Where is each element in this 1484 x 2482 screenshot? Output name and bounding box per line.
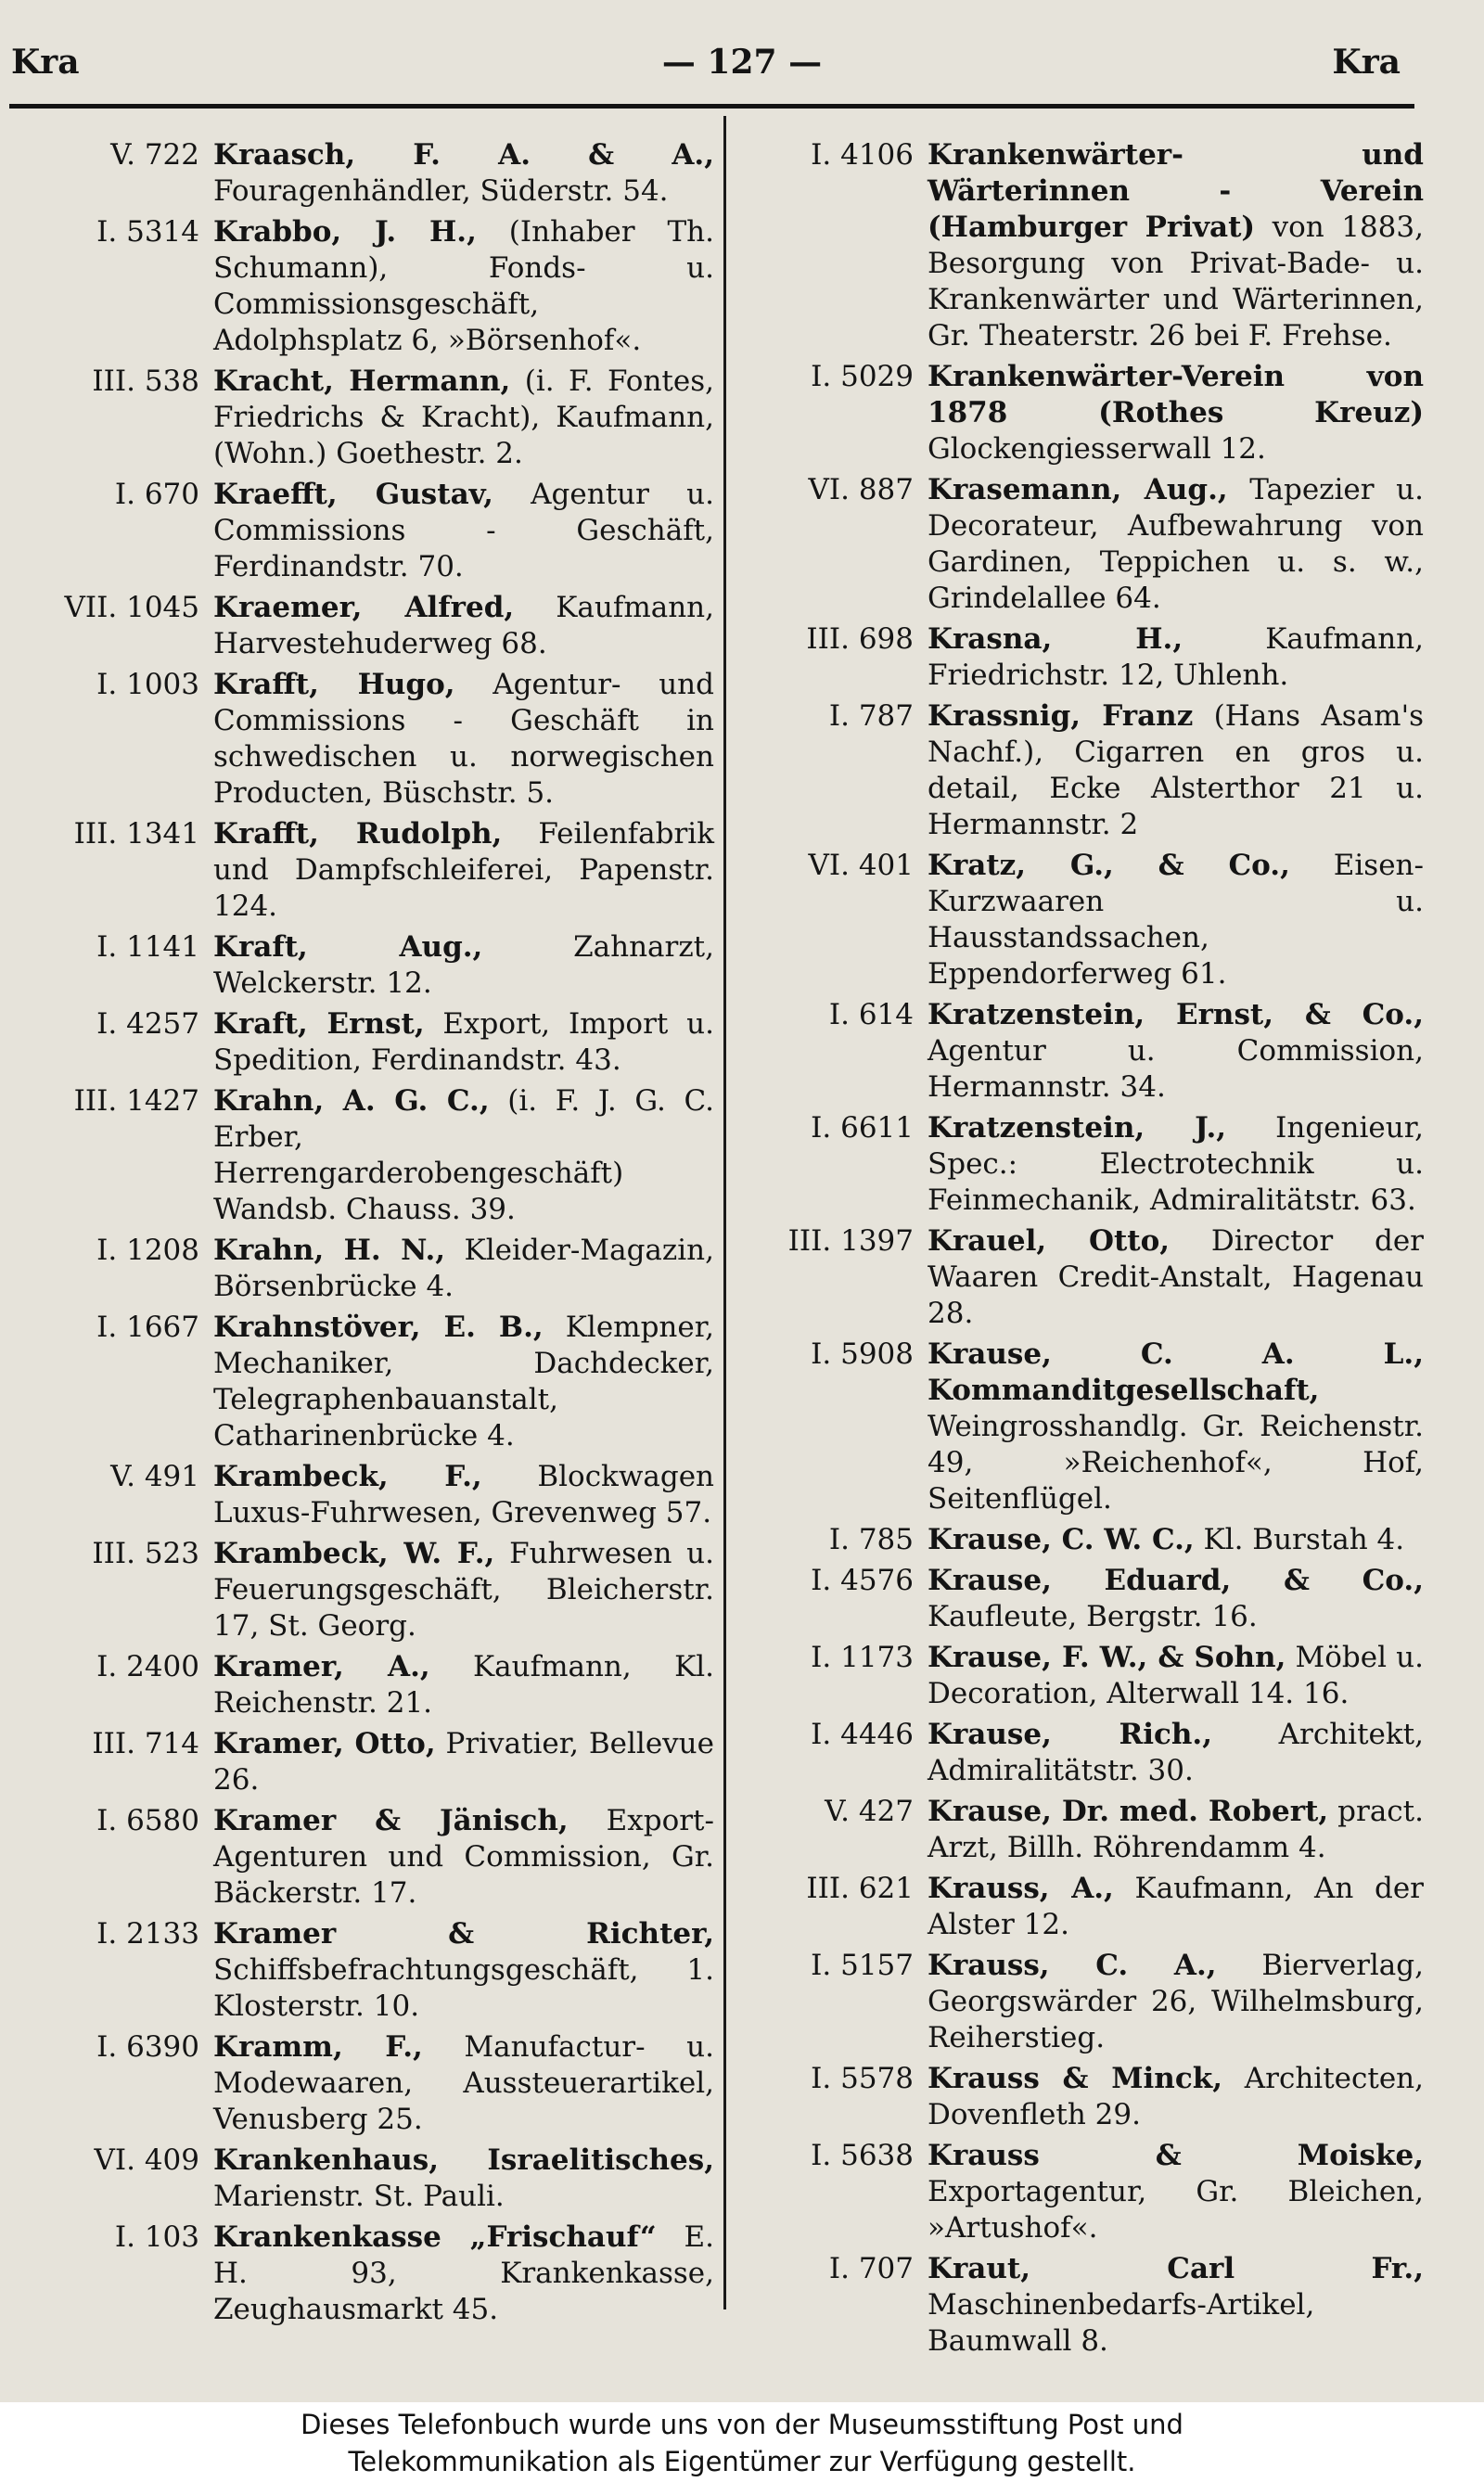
entry-name: Kraasch, F. A. & A., <box>213 138 714 172</box>
entry-details: Marienstr. St. Pauli. <box>213 2180 505 2213</box>
phone-number: I. 6580 <box>96 1804 199 1837</box>
phone-number: I. 5908 <box>811 1337 914 1371</box>
entry-text <box>213 1233 714 1305</box>
left-column <box>9 137 714 2333</box>
entry-text <box>928 1522 1424 1558</box>
directory-entry <box>9 816 714 925</box>
entry-details: Feilenfabrik und Dampfschleiferei, Papenstr. 124. <box>213 817 714 923</box>
entry-name: Kraut, Carl Fr., <box>928 2252 1424 2285</box>
phone-number: I. 614 <box>828 998 914 1031</box>
directory-entry <box>9 1649 714 1721</box>
phone-number: I. 4106 <box>811 138 914 172</box>
directory-entry <box>9 2220 714 2328</box>
phone-number: I. 1667 <box>96 1311 199 1344</box>
entry-details: Agentur- und Commissions - Geschäft in schwedischen u. norwegischen Producten, Büschstr. 5. <box>213 668 714 810</box>
phone-number: V. 722 <box>110 138 199 172</box>
entry-text <box>213 1083 714 1228</box>
entry-name: Krahn, A. G. C., <box>213 1084 490 1118</box>
entry-name: Kratz, G., & Co., <box>928 849 1290 882</box>
entry-name: Kraemer, Alfred, <box>213 591 515 624</box>
entry-name: Krankenhaus, Israelitisches, <box>213 2143 714 2177</box>
entry-text <box>213 1459 714 1531</box>
entry-text <box>213 590 714 662</box>
entry-text <box>928 1948 1424 2056</box>
footer-line: Telekommunikation als Eigentümer zur Verfügung gestellt. <box>348 2446 1136 2477</box>
entry-text <box>213 214 714 359</box>
entry-text <box>213 929 714 1002</box>
entry-details: Privatier, Bellevue 26. <box>213 1727 714 1797</box>
entry-text <box>213 1803 714 1912</box>
phone-number: I. 670 <box>114 478 199 511</box>
entry-details: E. H. 93, Krankenkasse, Zeughausmarkt 45. <box>213 2220 714 2326</box>
page-number: — 127 — <box>661 43 823 82</box>
entry-details: (i. F. J. G. C. Erber, Herrengarderobengeschäft) Wandsb. Chauss. 39. <box>213 1084 714 1226</box>
header-left-keyword: Kra <box>11 43 80 82</box>
entry-name: Krause, Dr. med. Robert, <box>928 1795 1329 1828</box>
directory-entry <box>733 698 1424 843</box>
phone-number: III. 621 <box>806 1872 914 1905</box>
directory-entry <box>9 214 714 359</box>
phone-number: III. 1397 <box>787 1224 914 1258</box>
entry-text <box>928 2251 1424 2360</box>
directory-entry <box>9 1803 714 1912</box>
entry-name: Kraft, Aug., <box>213 930 483 964</box>
directory-entry <box>9 1916 714 2025</box>
directory-entry <box>9 364 714 472</box>
entry-details: Director der Waaren Credit-Anstalt, Hagenau 28. <box>928 1224 1424 1330</box>
phone-number: III. 714 <box>92 1727 199 1760</box>
phone-number: I. 103 <box>114 2220 199 2254</box>
entry-details: Maschinenbedarfs-Artikel, Baumwall 8. <box>928 2288 1315 2358</box>
directory-entry <box>9 1459 714 1531</box>
entry-text <box>213 2220 714 2328</box>
directory-entry <box>733 997 1424 1106</box>
entry-text <box>928 698 1424 843</box>
directory-entry <box>9 1310 714 1454</box>
entry-name: Krasna, H., <box>928 622 1183 656</box>
header-rule <box>9 104 1414 109</box>
directory-entry <box>733 472 1424 617</box>
phone-number: I. 2400 <box>96 1650 199 1683</box>
entry-name: Krause, Eduard, & Co., <box>928 1564 1424 1597</box>
entry-details: Kaufmann, An der Alster 12. <box>928 1872 1424 1941</box>
entry-details: Fouragenhändler, Süderstr. 54. <box>213 174 669 208</box>
entry-name: Krambeck, F., <box>213 1460 482 1493</box>
phone-number: V. 427 <box>825 1795 914 1828</box>
entry-details: Eisen-Kurzwaaren u. Hausstandssachen, Eppendorferweg 61. <box>928 849 1424 991</box>
entry-text <box>928 1640 1424 1712</box>
entry-details: Manufactur- u. Modewaaren, Aussteuerartikel, Venusberg 25. <box>213 2030 714 2136</box>
phone-number: I. 5638 <box>811 2139 914 2172</box>
entry-text <box>928 1794 1424 1866</box>
entry-name: Kraefft, Gustav, <box>213 478 493 511</box>
entry-name: Krabbo, J. H., <box>213 215 477 249</box>
phone-number: I. 707 <box>828 2252 914 2285</box>
entry-details: Architekt, Admiralitätstr. 30. <box>928 1718 1424 1787</box>
entry-details: pract. Arzt, Billh. Röhrendamm 4. <box>928 1795 1424 1864</box>
entry-text <box>213 1006 714 1079</box>
entry-text <box>928 997 1424 1106</box>
phone-number: I. 5578 <box>811 2062 914 2095</box>
entry-text <box>928 848 1424 992</box>
entry-details: Architecten, Dovenfleth 29. <box>928 2062 1425 2131</box>
entry-details: Bierverlag, Georgswärder 26, Wilhelmsburg, Reiherstieg. <box>928 1949 1424 2054</box>
directory-entry <box>733 621 1424 694</box>
directory-entry <box>733 1640 1424 1712</box>
entry-text <box>928 1717 1424 1789</box>
entry-name: Krafft, Rudolph, <box>213 817 503 851</box>
phone-number: III. 1341 <box>73 817 199 851</box>
entry-details: Export-Agenturen und Commission, Gr. Bäckerstr. 17. <box>213 1804 714 1910</box>
entry-name: Krause, Rich., <box>928 1718 1212 1751</box>
directory-entry <box>733 1223 1424 1332</box>
directory-entry <box>733 1110 1424 1219</box>
directory-entry <box>733 137 1424 354</box>
entry-text <box>928 1223 1424 1332</box>
entry-name: Kramer & Jänisch, <box>213 1804 569 1837</box>
directory-entry <box>9 590 714 662</box>
entry-text <box>213 1536 714 1644</box>
header-right-keyword: Kra <box>1332 43 1401 82</box>
entry-name: Kracht, Hermann, <box>213 365 511 398</box>
phone-number: III. 698 <box>806 622 914 656</box>
entry-details: Kaufmann, Harvestehuderweg 68. <box>213 591 714 660</box>
entry-text <box>213 1310 714 1454</box>
directory-entry <box>9 667 714 812</box>
entry-details: Zahnarzt, Welckerstr. 12. <box>213 930 714 1000</box>
phone-number: I. 6390 <box>96 2030 199 2064</box>
phone-number: VI. 409 <box>94 2143 199 2177</box>
entry-text <box>213 1649 714 1721</box>
entry-text <box>213 2143 714 2215</box>
directory-entry <box>733 359 1424 467</box>
phone-number: I. 5157 <box>811 1949 914 1982</box>
entry-text <box>213 2029 714 2138</box>
entry-name: Kratzenstein, J., <box>928 1111 1227 1145</box>
phone-number: III. 538 <box>92 365 199 398</box>
entry-details: Tapezier u. Decorateur, Aufbewahrung von Gardinen, Teppichen u. s. w., Grindelallee 64. <box>928 473 1424 615</box>
entry-text <box>928 472 1424 617</box>
phone-number: I. 1003 <box>96 668 199 701</box>
entry-name: Krause, C. W. C., <box>928 1523 1195 1556</box>
entry-name: Kramer, Otto, <box>213 1727 436 1760</box>
entry-text <box>213 667 714 812</box>
entry-name: Kraft, Ernst, <box>213 1007 425 1041</box>
entry-details: Exportagentur, Gr. Bleichen, »Artushof«. <box>928 2175 1424 2245</box>
entry-details: Kaufleute, Bergstr. 16. <box>928 1600 1258 1633</box>
directory-entry <box>9 1726 714 1798</box>
directory-entry <box>9 1233 714 1305</box>
directory-entry <box>733 1717 1424 1789</box>
phone-number: I. 6611 <box>811 1111 914 1145</box>
entry-text <box>213 477 714 585</box>
entry-name: Krause, C. A. L., Kommanditgesellschaft, <box>928 1337 1424 1407</box>
entry-details: Kaufmann, Kl. Reichenstr. 21. <box>213 1650 714 1720</box>
entry-name: Krasemann, Aug., <box>928 473 1228 506</box>
directory-entry <box>733 2251 1424 2360</box>
entry-details: Glockengiesserwall 12. <box>928 432 1266 466</box>
phone-number: VI. 401 <box>808 849 914 882</box>
entry-text <box>928 621 1424 694</box>
entry-name: Krause, F. W., & Sohn, <box>928 1641 1286 1674</box>
phone-number: I. 4446 <box>811 1718 914 1751</box>
phone-number: I. 5029 <box>811 360 914 393</box>
entry-details: Ingenieur, Spec.: Electrotechnik u. Feinmechanik, Admiralitätstr. 63. <box>928 1111 1424 1217</box>
entry-name: Krahnstöver, E. B., <box>213 1311 544 1344</box>
entry-text <box>213 1726 714 1798</box>
entry-name: Krauss, C. A., <box>928 1949 1217 1982</box>
directory-entry <box>733 1871 1424 1943</box>
entry-text <box>928 1871 1424 1943</box>
entry-name: Kramm, F., <box>213 2030 423 2064</box>
phone-number: V. 491 <box>110 1460 199 1493</box>
directory-entry <box>9 1006 714 1079</box>
entry-text <box>213 364 714 472</box>
entry-name: Krambeck, W. F., <box>213 1537 495 1570</box>
directory-entry <box>9 929 714 1002</box>
directory-entry <box>733 848 1424 992</box>
phone-number: I. 785 <box>828 1523 914 1556</box>
entry-details: Kl. Burstah 4. <box>1194 1523 1405 1556</box>
entry-details: Export, Import u. Spedition, Ferdinandstr. 43. <box>213 1007 714 1077</box>
phone-number: I. 1173 <box>811 1641 914 1674</box>
entry-name: Kratzenstein, Ernst, & Co., <box>928 998 1424 1031</box>
entry-details: Schiffsbefrachtungsgeschäft, 1. Klosterstr. 10. <box>213 1953 714 2023</box>
entry-name: Krankenwärter-Verein von 1878 (Rothes Kreuz) <box>928 360 1424 429</box>
phone-number: I. 1208 <box>96 1234 199 1267</box>
phone-number: VII. 1045 <box>64 591 199 624</box>
directory-entry <box>733 1948 1424 2056</box>
entry-details: Kaufmann, Friedrichstr. 12, Uhlenh. <box>928 622 1424 692</box>
entry-name: Krafft, Hugo, <box>213 668 455 701</box>
entry-text <box>213 816 714 925</box>
entry-details: Klempner, Mechaniker, Dachdecker, Telegraphenbauanstalt, Catharinenbrücke 4. <box>213 1311 714 1452</box>
entry-text <box>928 359 1424 467</box>
entry-details: Agentur u. Commissions - Geschäft, Ferdinandstr. 70. <box>213 478 714 583</box>
directory-entry <box>9 1083 714 1228</box>
directory-entry <box>733 2138 1424 2246</box>
entry-details: (Inhaber Th. Schumann), Fonds- u. Commissionsgeschäft, Adolphsplatz 6, »Börsenhof«. <box>213 215 715 357</box>
entry-text <box>928 1110 1424 1219</box>
phone-number: III. 523 <box>92 1537 199 1570</box>
entry-text <box>928 2138 1424 2246</box>
entry-name: Krassnig, Franz <box>928 699 1194 733</box>
footer-line: Dieses Telefonbuch wurde uns von der Museumsstiftung Post und <box>301 2409 1183 2440</box>
directory-entry <box>733 1337 1424 1517</box>
phone-number: I. 5314 <box>96 215 199 249</box>
entry-text <box>928 1563 1424 1635</box>
directory-entry <box>733 1522 1424 1558</box>
entry-details: (i. F. Fontes, Friedrichs & Kracht), Kaufmann, (Wohn.) Goethestr. 2. <box>213 365 714 470</box>
entry-name: Krankenkasse „Frischauf“ <box>213 2220 657 2254</box>
phone-number: I. 1141 <box>96 930 199 964</box>
directory-entry <box>9 1536 714 1644</box>
directory-entry <box>9 477 714 585</box>
entry-name: Krauss & Minck, <box>928 2062 1222 2095</box>
entry-text <box>928 137 1424 354</box>
entry-details: Kleider-Magazin, Börsenbrücke 4. <box>213 1234 714 1303</box>
directory-entry <box>9 2143 714 2215</box>
entry-text <box>213 1916 714 2025</box>
right-column <box>733 137 1424 2364</box>
entry-name: Krauel, Otto, <box>928 1224 1171 1258</box>
phone-number: I. 4576 <box>811 1564 914 1597</box>
directory-entry <box>733 2061 1424 2133</box>
entry-details: Agentur u. Commission, Hermannstr. 34. <box>928 1034 1424 1104</box>
entry-text <box>928 2061 1424 2133</box>
entry-name: Krauss & Moiske, <box>928 2139 1424 2172</box>
directory-entry <box>733 1794 1424 1866</box>
entry-name: Krahn, H. N., <box>213 1234 446 1267</box>
entry-details: Blockwagen Luxus-Fuhrwesen, Grevenweg 57. <box>213 1460 715 1529</box>
entry-details: Möbel u. Decoration, Alterwall 14. 16. <box>928 1641 1424 1710</box>
entry-details: (Hans Asam's Nachf.), Cigarren en gros u. detail, Ecke Alsterthor 21 u. Hermannstr. 2 <box>928 699 1424 841</box>
phone-number: I. 2133 <box>96 1917 199 1951</box>
entry-text <box>928 1337 1424 1517</box>
column-divider <box>723 116 726 2309</box>
directory-entry <box>9 2029 714 2138</box>
entry-name: Krauss, A., <box>928 1872 1114 1905</box>
entry-details: Weingrosshandlg. Gr. Reichenstr. 49, »Reichenhof«, Hof, Seitenflügel. <box>928 1410 1424 1516</box>
entry-details: Fuhrwesen u. Feuerungsgeschäft, Bleicherstr. 17, St. Georg. <box>213 1537 714 1643</box>
phone-number: VI. 887 <box>808 473 914 506</box>
footer-notice <box>0 2402 1484 2482</box>
directory-entry <box>733 1563 1424 1635</box>
page-header <box>0 37 1484 93</box>
entry-details: von 1883, Besorgung von Privat-Bade- u. Krankenwärter und Wärterinnen, Gr. Theaterstr. 26 bei F. Frehse. <box>928 211 1424 352</box>
phone-number: I. 4257 <box>96 1007 199 1041</box>
directory-entry <box>9 137 714 210</box>
phone-number: I. 787 <box>828 699 914 733</box>
phone-number: III. 1427 <box>73 1084 199 1118</box>
entry-name: Krankenwärter- und Wärterinnen - Verein (Hamburger Privat) <box>928 138 1424 244</box>
entry-name: Kramer, A., <box>213 1650 430 1683</box>
entry-name: Kramer & Richter, <box>213 1917 714 1951</box>
entry-text <box>213 137 714 210</box>
